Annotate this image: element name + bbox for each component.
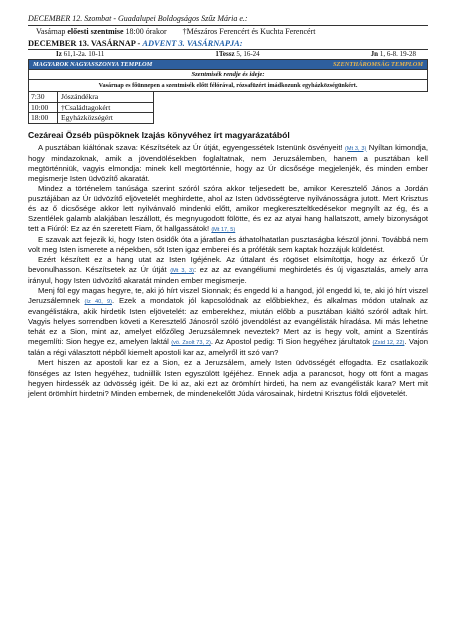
vigil-time: 18:00 órakor <box>123 27 167 36</box>
mass-row <box>28 92 428 103</box>
reading-1-book: Iz <box>56 50 62 58</box>
vigil-prefix: Vasárnap <box>36 27 68 36</box>
church-header-bar <box>28 59 428 69</box>
advent-title: ADVENT 3. VASÁRNAPJA: <box>142 39 243 48</box>
paragraph-text: . Az Apostol pedig: Ti Sion hegyéhez járultatok <box>210 337 373 347</box>
rosary-note: Vasárnap es főünnepen a szentmisék előtt félórával, rózsafüzért imádkozunk egyházközségünkért. <box>28 80 428 92</box>
right-church-name: SZENTHÁROMSÁG TEMPLOM <box>332 61 423 68</box>
reading-2-book: 1Tessz <box>215 50 235 58</box>
scripture-reference-link[interactable]: (Mt 17, 5) <box>211 226 236 233</box>
article-paragraph <box>28 184 428 235</box>
mass-intention: Egyházközségért <box>58 113 154 124</box>
mass-time: 7:30 <box>28 92 58 103</box>
readings-line <box>28 50 428 59</box>
paragraph-text: Mert hiszen az apostoli kar ez a Sion, ez a Jeruzsálem, amely Isten üdvösségét elfogadta. Ez csatlakozik fönséges az Isten hegyéhez, tudniillik Isten egyszülött Igéjéhez. Ennek adja a parancsot, hogy ott fönt a magas hegyen hirdessék az üdvösség igéit. De ki az, aki ezt az örömhírt hirdeti, ha nem az evangélisták kara? Mert mit jelent örömhírt hirdetni? Minden embernek, de mindenekelőtt Júda városainak, hirdetni Krisztus földi eljövetelét. <box>28 358 428 398</box>
paragraph-text: . Ezek a mondatok jól kapcsolódnak az előbbiekhez, és alkalmas módon utalnak az evangélistákra, akik hirdetik Isten eljövetelét: az emberekhez, miután előbb a pusztában kiáltó szóról adtak hírt. Vagyis helyes sorrendben követi a Keresztelő Jánosról szóló jövendölést az evangélisták híradása. Mi más lehetne tehát ez a Sion, mint az, amelyet előzőleg Jeruzsálemnek neveztek? Mert az is hegy volt, amint a Szentírás megemlíti: Sion hegye ez, amelyen laktál <box>28 296 428 347</box>
paragraph-text: Menj föl egy magas hegyre, te, aki jó hírt viszel Sionnak; és engedd ki a hangod, jól engedd ki, te, aki jó hírt viszel Jeruzsálemnek <box>28 286 428 306</box>
paragraph-text: Nyíltan kimondja, hogy mindazoknak, amik a jövendölésekben foglaltatnak, nem Jeruzsálemben, hanem a pusztában kell megtörténniük, vagyis elmondja: minek kell megtörténnie, hogy az Úr dicsősége megjelenjék, és minden ember megismerje Isten üdvözítő akaratát. <box>28 142 428 183</box>
paragraph-text: Ezért készített ez a hang utat az Isten Igéjének. Az úttalant és rögöset elsimítottja, hogy az érkező Úr bevonulhasson. Készítsetek az Úr útját <box>28 255 428 275</box>
paragraph-text: . Vajon talán a régi választott népből kiemelt apostoli kar az, amelyről itt szó van? <box>28 337 428 358</box>
scripture-reference-link[interactable]: (Zsid 12, 22) <box>372 340 405 347</box>
reading-1 <box>56 50 104 59</box>
reading-3-book: Jn <box>370 50 379 58</box>
reading-1-ref: 61,1-2a. 10-11 <box>61 50 105 58</box>
mass-order-title: Szentmisék rendje és ideje: <box>28 69 428 80</box>
scripture-reference-link[interactable]: (Mt 3, 3) <box>345 145 367 152</box>
article-paragraph <box>28 143 428 184</box>
bulletin-page <box>28 14 428 399</box>
article-paragraph <box>28 358 428 398</box>
mass-row <box>28 113 428 124</box>
paragraph-text: A pusztában kiáltónak szava: Készítsétek az Úr útját, egyengessétek Istenünk ösvényeit! <box>38 142 346 152</box>
mass-time: 18:00 <box>28 113 58 124</box>
vigil-mass-line <box>28 26 428 37</box>
scripture-reference-link[interactable]: (Mt 3, 3) <box>170 268 194 275</box>
reading-2 <box>215 50 259 59</box>
mass-intention: Jószándékra <box>58 92 154 103</box>
paragraph-text: : ez az az evangéliumi meghirdetés és új vigasztalás, amely arra irányul, hogy Isten üdvözítő akaratát minden ember megismerje. <box>28 265 429 286</box>
paragraph-text: E szavak azt fejezik ki, hogy Isten ösidők óta a járatlan és áthatolhatatlan pusztaságba készül jönni. Továbbá nem volt meg Isten ismerete a népekben, sőt Isten igaz emberei és a próféták sem kaptak hozzájuk küldetést. <box>28 234 428 254</box>
article-title: Cezáreai Özséb püspöknek Izajás könyvéhez írt magyarázatából <box>28 129 290 140</box>
article-paragraph <box>28 235 428 255</box>
saturday-line: DECEMBER 12. Szombat - Guadalupei Boldogságos Szűz Mária e.: <box>28 14 428 26</box>
left-church-name: MAGYAROK NAGYASSZONYA TEMPLOM <box>33 61 153 68</box>
article-paragraph <box>28 255 428 286</box>
mass-time: 10:00 <box>28 103 58 114</box>
article-body <box>28 143 428 399</box>
mass-intention: †Családtagokért <box>58 103 154 114</box>
scripture-reference-link[interactable]: (vö. Zsolt 73, 2) <box>171 340 211 347</box>
mass-row <box>28 103 428 114</box>
paragraph-text: Mindez a történelem tanúsága szerint szóról szóra akkor teljesedett be, amikor Keresztelő János a Jordán pusztájában az Úr üdvözítő eljövetelét meghirdette, ahol az Isten üdvösségterve nyilvánosságra jutott. Mert Krisztus és az ő dicsősége akkor lett nyilvánvaló mindenki előtt, amikor megkereszteltkedésekor megnyílt az ég, és a Szentlélek galamb alakjában leszállott, és megnyugodott fölötte, és ez az atyai hang hallatszott, amely bizonyságot tett a Fiúról: Ez az én szeretett Fiam, őt hallgassátok! <box>28 183 428 233</box>
reading-2-ref: 5, 16-24 <box>234 50 260 58</box>
scripture-reference-link[interactable]: (Iz 40, 9) <box>84 299 112 306</box>
reading-3-ref: 1, 6-8. 19-28 <box>378 50 416 58</box>
reading-3 <box>371 50 416 59</box>
vigil-dedication: †Mészáros Ferencért és Kuchta Ferencért <box>182 27 316 36</box>
article-paragraph <box>28 286 428 358</box>
sunday-heading <box>28 38 428 50</box>
vigil-bold: előesti szentmise <box>67 27 124 36</box>
sunday-date: DECEMBER 13. VASÁRNAP - <box>28 39 143 48</box>
